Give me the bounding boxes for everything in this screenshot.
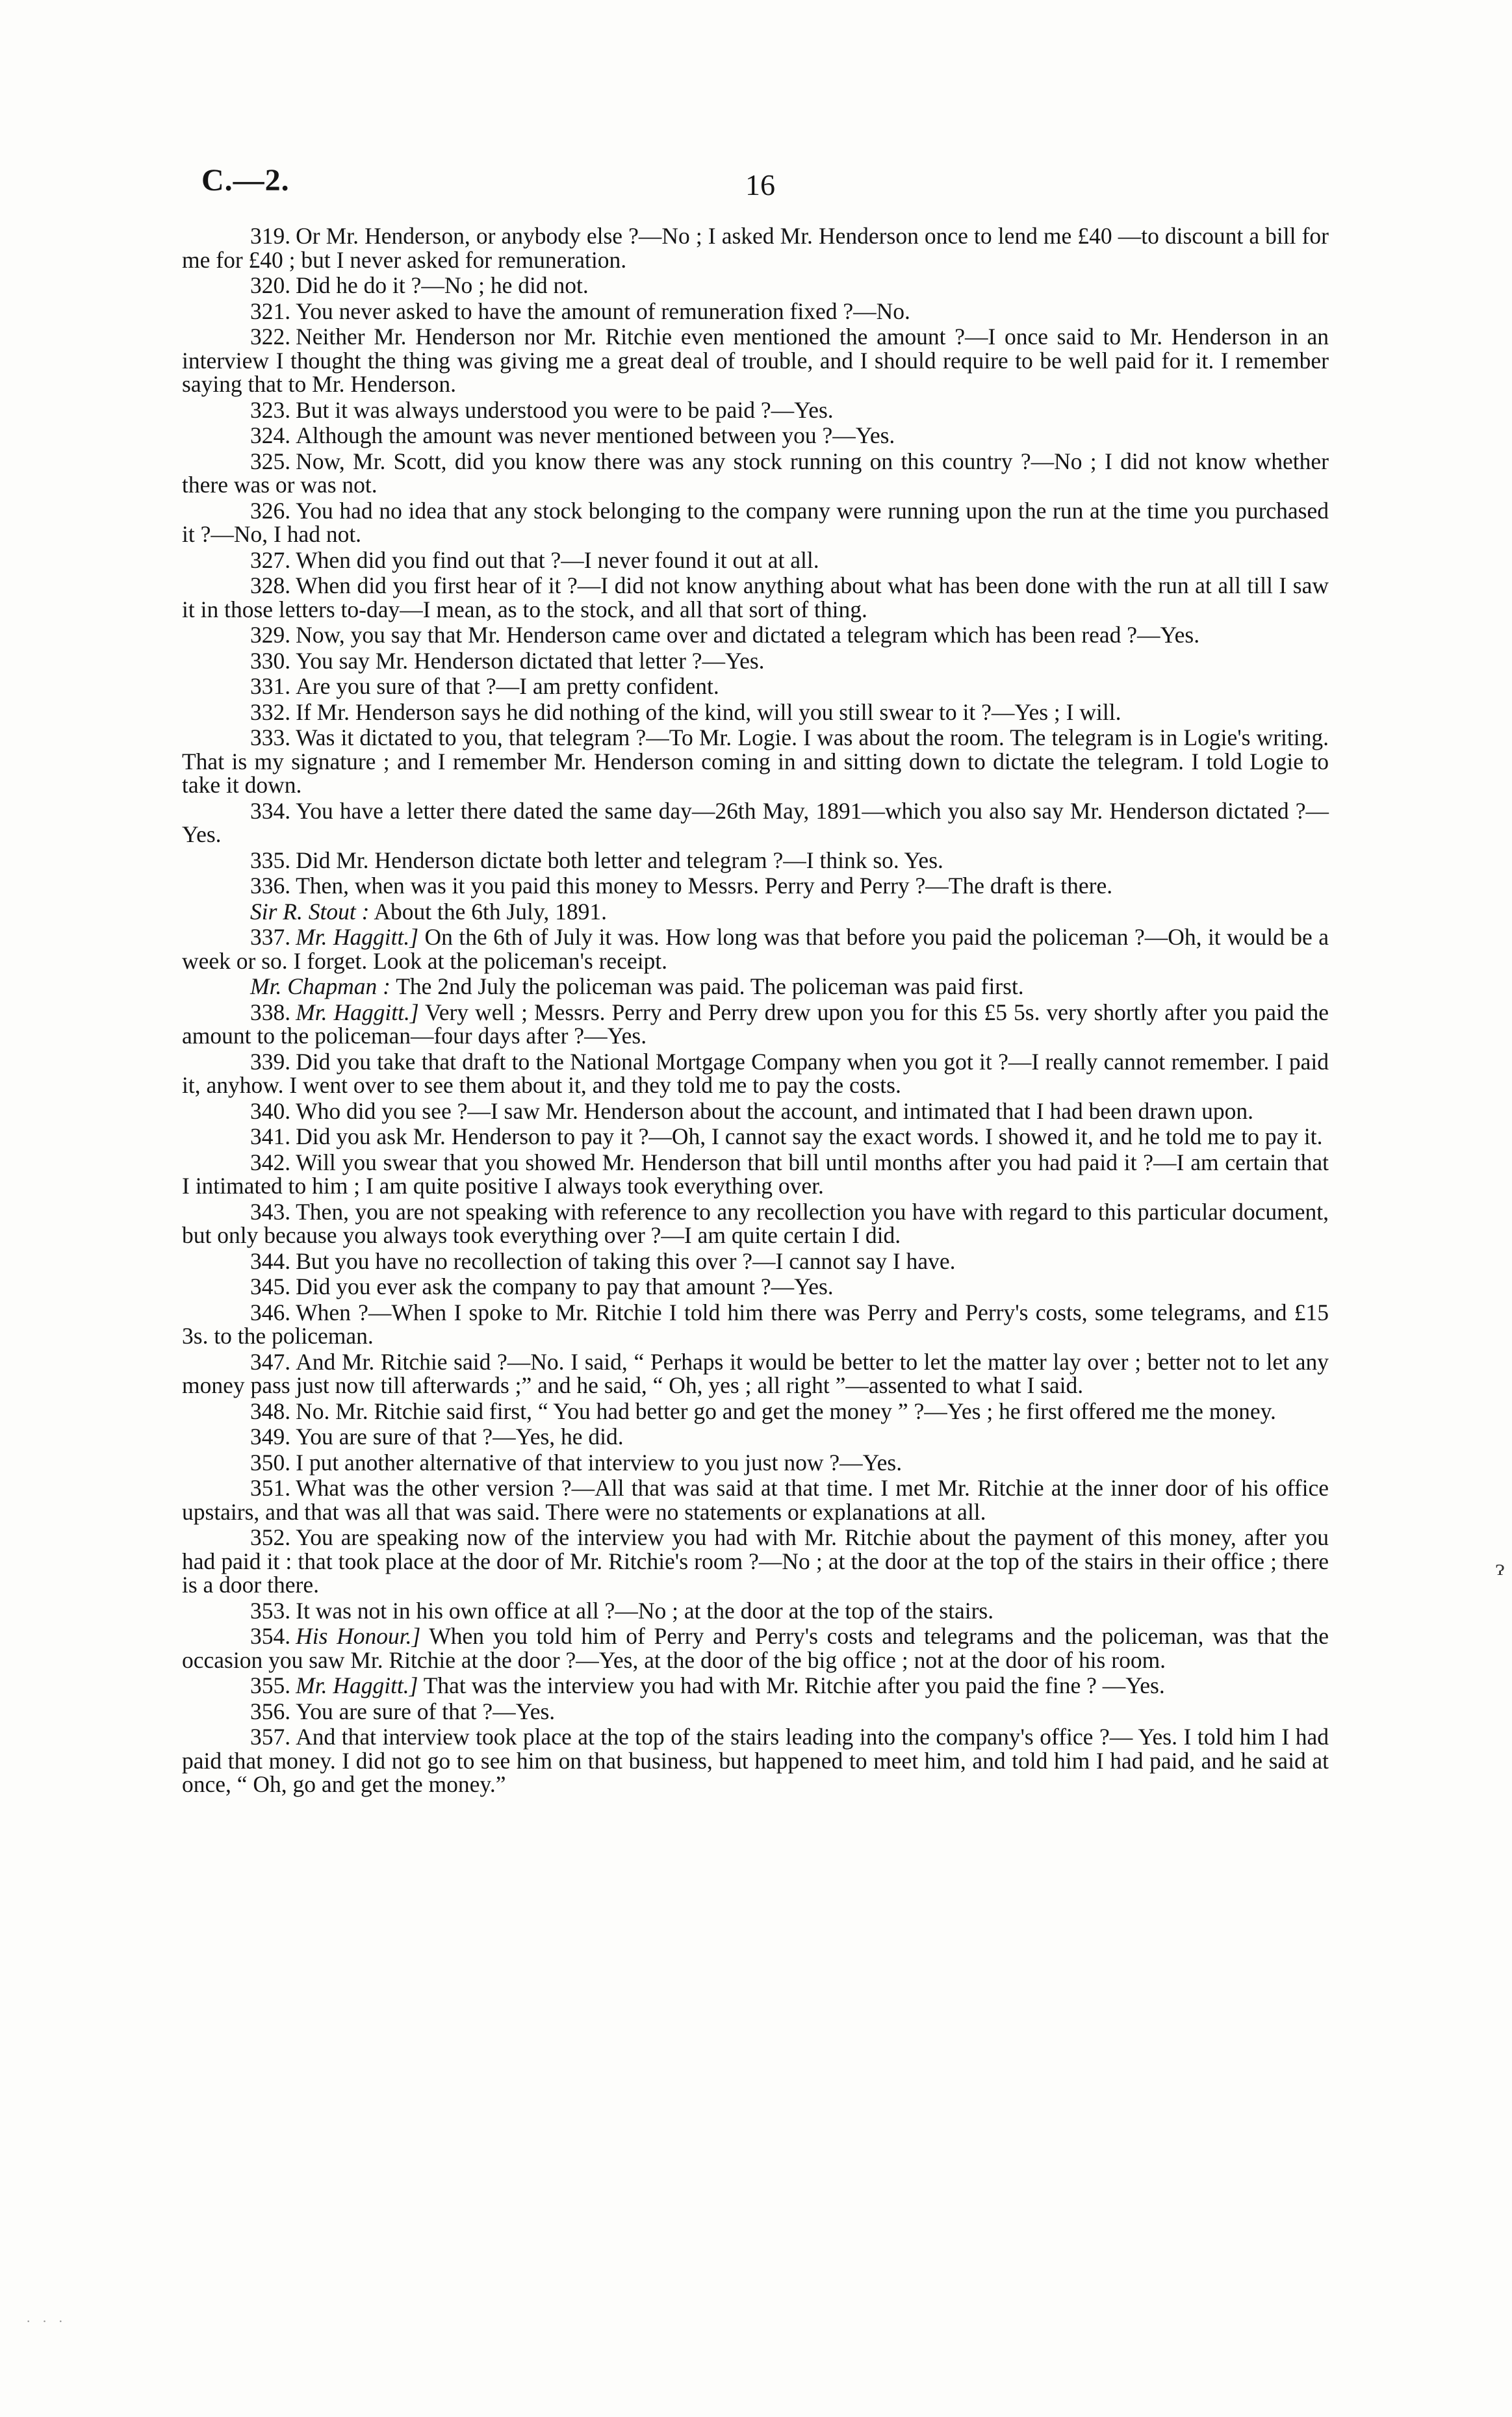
paragraph-text: You have a letter there dated the same day—26th May, 1891—which you also say Mr. Henderson dictated ?—Yes. bbox=[182, 797, 1329, 847]
question-number: 320. bbox=[250, 272, 291, 298]
question-number: 342. bbox=[250, 1149, 291, 1175]
testimony-paragraph bbox=[182, 674, 1329, 698]
speaker-name: His Honour.] bbox=[296, 1623, 421, 1649]
paragraph-text: When did you first hear of it ?—I did not know anything about what has been done with the run at all till I saw it in those letters to-day—I mean, as to the stock, and all that sort of thing. bbox=[182, 572, 1329, 622]
question-number: 354. bbox=[250, 1623, 291, 1649]
paragraph-text: Although the amount was never mentioned between you ?—Yes. bbox=[296, 422, 895, 448]
testimony-paragraph bbox=[182, 1476, 1329, 1524]
question-number: 325. bbox=[250, 448, 291, 474]
testimony-paragraph bbox=[182, 1624, 1329, 1672]
question-number: 335. bbox=[250, 847, 291, 873]
paragraph-text: Then, you are not speaking with reference to any recollection you have with regard to this particular document, but only because you always took everything over ?—I am quite certain I did. bbox=[182, 1198, 1329, 1248]
testimony-paragraph bbox=[182, 849, 1329, 873]
paragraph-text: Who did you see ?—I saw Mr. Henderson about the account, and intimated that I had been drawn upon. bbox=[296, 1097, 1253, 1124]
testimony-paragraph bbox=[182, 1725, 1329, 1797]
testimony-paragraph bbox=[182, 398, 1329, 422]
testimony-paragraph bbox=[182, 1425, 1329, 1449]
testimony-paragraph bbox=[182, 1249, 1329, 1273]
testimony-paragraph bbox=[182, 300, 1329, 324]
testimony-paragraph bbox=[182, 1099, 1329, 1123]
paragraph-text: You had no idea that any stock belonging to the company were running upon the run at the time you purchased it ?—No, I had not. bbox=[182, 497, 1329, 547]
question-number: 334. bbox=[250, 797, 291, 824]
paragraph-text: Or Mr. Henderson, or anybody else ?—No ; I asked Mr. Henderson once to lend me £40 —to discount a bill for me for £40 ; but I never asked for remuneration. bbox=[182, 223, 1329, 273]
paragraph-text: Did you ever ask the company to pay that amount ?—Yes. bbox=[296, 1273, 834, 1299]
question-number: 330. bbox=[250, 647, 291, 674]
testimony-paragraph bbox=[182, 700, 1329, 724]
testimony-paragraph bbox=[182, 799, 1329, 847]
paragraph-text: Now, you say that Mr. Henderson came over and dictated a telegram which has been read ?—Yes. bbox=[296, 622, 1200, 648]
testimony-paragraph bbox=[182, 224, 1329, 272]
question-number: 339. bbox=[250, 1048, 291, 1075]
paragraph-text: If Mr. Henderson says he did nothing of the kind, will you still swear to it ?—Yes ; I will. bbox=[296, 698, 1121, 725]
paragraph-text: You never asked to have the amount of remuneration fixed ?—No. bbox=[296, 298, 910, 324]
question-number: 351. bbox=[250, 1475, 291, 1501]
paragraph-text: It was not in his own office at all ?—No ; at the door at the top of the stairs. bbox=[296, 1597, 994, 1624]
paragraph-text: Are you sure of that ?—I am pretty confident. bbox=[296, 673, 719, 699]
paragraph-text: Did he do it ?—No ; he did not. bbox=[296, 272, 589, 298]
testimony-paragraph bbox=[182, 623, 1329, 647]
margin-mark: ɂ bbox=[1496, 1556, 1505, 1580]
question-number: 350. bbox=[250, 1449, 291, 1476]
testimony-paragraph bbox=[182, 274, 1329, 298]
paragraph-text: Now, Mr. Scott, did you know there was any stock running on this country ?—No ; I did not know whether there was or was not. bbox=[182, 448, 1329, 498]
paragraph-text: But you have no recollection of taking this over ?—I cannot say I have. bbox=[296, 1247, 956, 1274]
question-number: 337. bbox=[250, 924, 291, 950]
testimony-paragraph bbox=[182, 1151, 1329, 1198]
question-number: 355. bbox=[250, 1672, 291, 1698]
testimony-paragraph bbox=[182, 1674, 1329, 1698]
speaker-name: Sir R. Stout : bbox=[250, 898, 370, 925]
paragraph-text: Then, when was it you paid this money to Messrs. Perry and Perry ?—The draft is there. bbox=[296, 873, 1113, 899]
testimony-paragraph bbox=[182, 1400, 1329, 1424]
question-number: 356. bbox=[250, 1698, 291, 1724]
paragraph-text: I put another alternative of that interview to you just now ?—Yes. bbox=[296, 1449, 903, 1476]
testimony-paragraph bbox=[182, 1275, 1329, 1299]
paragraph-text: On the 6th of July it was. How long was that before you paid the policeman ?—Oh, it would be a week or so. I forget. Look at the policeman's receipt. bbox=[182, 924, 1329, 974]
testimony-paragraph bbox=[182, 499, 1329, 546]
question-number: 328. bbox=[250, 572, 291, 598]
paragraph-text: Very well ; Messrs. Perry and Perry drew upon you for this £5 5s. very shortly after you paid the amount to the policeman—four days after ?—Yes. bbox=[182, 999, 1329, 1049]
question-number: 332. bbox=[250, 698, 291, 725]
testimony-paragraph bbox=[182, 1700, 1329, 1724]
testimony-paragraph bbox=[182, 900, 1329, 924]
question-number: 319. bbox=[250, 223, 291, 249]
paragraph-text: Did Mr. Henderson dictate both letter and telegram ?—I think so. Yes. bbox=[296, 847, 943, 873]
question-number: 333. bbox=[250, 724, 291, 750]
paragraph-text: Will you swear that you showed Mr. Henderson that bill until months after you had paid it ?—I am certain that I intimated to him ; I am quite positive I always took everything over. bbox=[182, 1149, 1329, 1199]
testimony-paragraph bbox=[182, 1200, 1329, 1247]
testimony-paragraph bbox=[182, 1350, 1329, 1398]
question-number: 329. bbox=[250, 622, 291, 648]
paragraph-text: You are speaking now of the interview you had with Mr. Ritchie about the payment of this money, after you had paid it : that took place at the door of Mr. Ritchie's room ?—No ; at the door at the top of the stairs in their office ; there is a door there. bbox=[182, 1524, 1329, 1598]
question-number: 346. bbox=[250, 1299, 291, 1325]
testimony-paragraph bbox=[182, 1050, 1329, 1097]
testimony-paragraph bbox=[182, 874, 1329, 898]
paragraph-text: But it was always understood you were to be paid ?—Yes. bbox=[296, 396, 834, 423]
question-number: 348. bbox=[250, 1398, 291, 1424]
question-number: 357. bbox=[250, 1724, 291, 1750]
question-number: 347. bbox=[250, 1348, 291, 1375]
question-number: 340. bbox=[250, 1097, 291, 1124]
question-number: 353. bbox=[250, 1597, 291, 1624]
testimony-paragraph bbox=[182, 1451, 1329, 1475]
speaker-name: Mr. Haggitt.] bbox=[296, 924, 419, 950]
paragraph-text: You are sure of that ?—Yes, he did. bbox=[296, 1424, 624, 1450]
speaker-name: Mr. Haggitt.] bbox=[296, 999, 419, 1025]
testimony-paragraph bbox=[182, 925, 1329, 973]
question-number: 324. bbox=[250, 422, 291, 448]
question-number: 321. bbox=[250, 298, 291, 324]
question-number: 331. bbox=[250, 673, 291, 699]
testimony-paragraph bbox=[182, 1001, 1329, 1048]
question-number: 338. bbox=[250, 999, 291, 1025]
question-number: 336. bbox=[250, 873, 291, 899]
question-number: 352. bbox=[250, 1524, 291, 1550]
paragraph-text: Was it dictated to you, that telegram ?—To Mr. Logie. I was about the room. The telegram is in Logie's writing. That is my signature ; and I remember Mr. Henderson coming in and sitting down to dictate the telegram. I told Logie to take it down. bbox=[182, 724, 1329, 798]
paragraph-text: You are sure of that ?—Yes. bbox=[296, 1698, 556, 1724]
paragraph-text: And Mr. Ritchie said ?—No. I said, “ Perhaps it would be better to let the matter lay over ; better not to let any money pass just now till afterwards ;” and he said, “ Oh, yes ; all right ”—assented to what I said. bbox=[182, 1348, 1329, 1398]
question-number: 345. bbox=[250, 1273, 291, 1299]
testimony-paragraph bbox=[182, 450, 1329, 497]
page-number: 16 bbox=[745, 168, 775, 201]
paragraph-text: That was the interview you had with Mr. Ritchie after you paid the fine ? —Yes. bbox=[423, 1672, 1165, 1698]
paragraph-text: When you told him of Perry and Perry's costs and telegrams and the policeman, was that the occasion you saw Mr. Ritchie at the door ?—Yes, at the door of the big office ; not at the door of his room. bbox=[182, 1623, 1329, 1673]
document-reference: C.—2. bbox=[201, 163, 290, 198]
paragraph-text: Neither Mr. Henderson nor Mr. Ritchie even mentioned the amount ?—I once said to Mr. Henderson in an interview I thought the thing was giving me a great deal of trouble, and I should require to be well paid for it. I remember saying that to Mr. Henderson. bbox=[182, 324, 1329, 397]
paragraph-text: What was the other version ?—All that was said at that time. I met Mr. Ritchie at the inner door of his office upstairs, and that was all that was said. There were no statements or explanations at all. bbox=[182, 1475, 1329, 1525]
testimony-paragraph bbox=[182, 574, 1329, 621]
question-number: 323. bbox=[250, 396, 291, 423]
question-number: 341. bbox=[250, 1123, 291, 1149]
paragraph-text: When ?—When I spoke to Mr. Ritchie I told him there was Perry and Perry's costs, some telegrams, and £15 3s. to the policeman. bbox=[182, 1299, 1329, 1349]
question-number: 322. bbox=[250, 324, 291, 350]
testimony-paragraph bbox=[182, 649, 1329, 673]
question-number: 326. bbox=[250, 497, 291, 524]
testimony-paragraph bbox=[182, 1125, 1329, 1149]
testimony-paragraph bbox=[182, 1526, 1329, 1597]
testimony-paragraph bbox=[182, 1301, 1329, 1348]
testimony-body bbox=[182, 224, 1329, 1798]
paragraph-text: And that interview took place at the top of the stairs leading into the company's office ?— Yes. I told him I had paid that money. I did not go to see him on that business, but happened to meet him, and told him I had paid, and he said at once, “ Oh, go and get the money.” bbox=[182, 1724, 1329, 1797]
paragraph-text: Did you take that draft to the National Mortgage Company when you got it ?—I really cannot remember. I paid it, anyhow. I went over to see them about it, and they told me to pay the costs. bbox=[182, 1048, 1329, 1098]
scan-specks: · · · bbox=[26, 2313, 67, 2329]
question-number: 327. bbox=[250, 546, 291, 573]
paragraph-text: The 2nd July the policeman was paid. The policeman was paid first. bbox=[396, 973, 1024, 999]
testimony-paragraph bbox=[182, 975, 1329, 999]
paragraph-text: About the 6th July, 1891. bbox=[374, 898, 607, 925]
speaker-name: Mr. Haggitt.] bbox=[296, 1672, 418, 1698]
paragraph-text: Did you ask Mr. Henderson to pay it ?—Oh, I cannot say the exact words. I showed it, and he told me to pay it. bbox=[296, 1123, 1323, 1149]
speaker-name: Mr. Chapman : bbox=[250, 973, 391, 999]
question-number: 344. bbox=[250, 1247, 291, 1274]
testimony-paragraph bbox=[182, 325, 1329, 396]
testimony-paragraph bbox=[182, 726, 1329, 797]
paragraph-text: You say Mr. Henderson dictated that letter ?—Yes. bbox=[296, 647, 765, 674]
testimony-paragraph bbox=[182, 548, 1329, 572]
testimony-paragraph bbox=[182, 1599, 1329, 1623]
paragraph-text: No. Mr. Ritchie said first, “ You had better go and get the money ” ?—Yes ; he first offered me the money. bbox=[296, 1398, 1276, 1424]
testimony-paragraph bbox=[182, 424, 1329, 448]
page-header bbox=[201, 162, 1319, 214]
paragraph-text: When did you find out that ?—I never found it out at all. bbox=[296, 546, 819, 573]
question-number: 349. bbox=[250, 1424, 291, 1450]
question-number: 343. bbox=[250, 1198, 291, 1225]
